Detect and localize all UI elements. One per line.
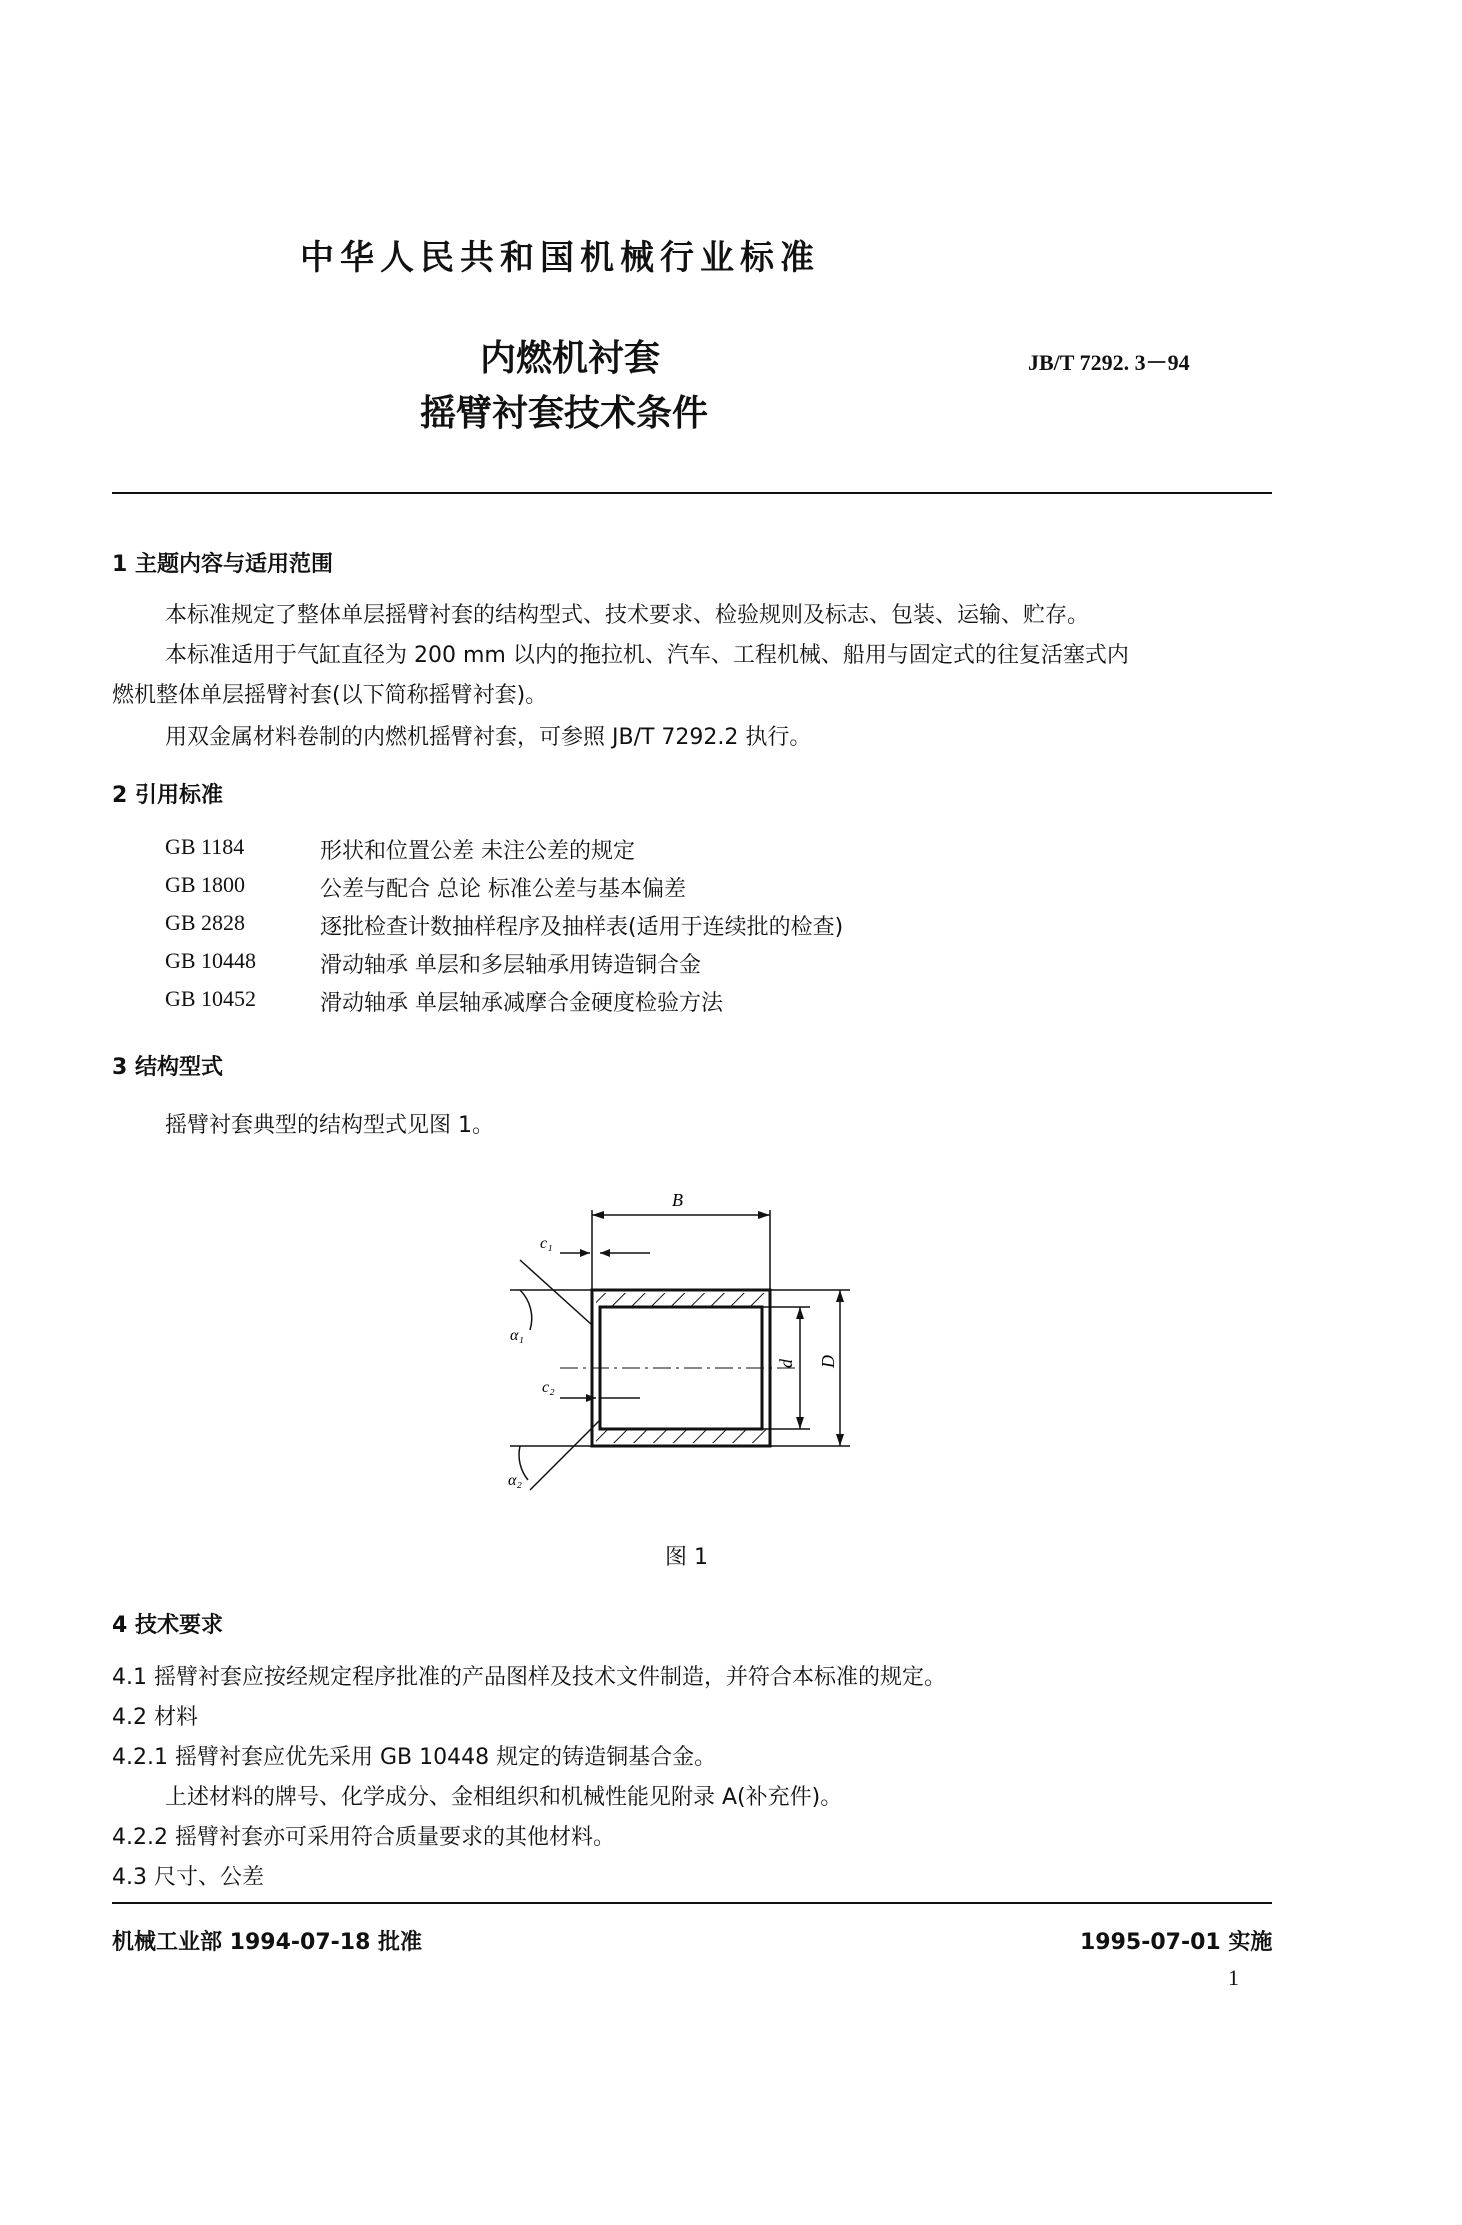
approval-date: 机械工业部 1994-07-18 批准 bbox=[112, 1930, 423, 1955]
section4-2-1-note: 上述材料的牌号、化学成分、金相组织和机械性能见附录 A(补充件)。 bbox=[165, 1785, 843, 1810]
dim-b-arrow-left bbox=[592, 1211, 604, 1219]
reference-code: GB 2828 bbox=[165, 910, 246, 935]
section1-paragraph1: 本标准规定了整体单层摇臂衬套的结构型式、技术要求、检验规则及标志、包装、运输、贮存。 bbox=[165, 603, 1090, 628]
header-divider bbox=[112, 492, 1272, 494]
wall-bottom-hatch bbox=[596, 1429, 766, 1443]
dim-b-arrow-right bbox=[758, 1211, 770, 1219]
section1-paragraph2: 本标准适用于气缸直径为 200 mm 以内的拖拉机、汽车、工程机械、船用与固定式的往复活塞式内 bbox=[165, 643, 1129, 668]
reference-code: GB 1184 bbox=[165, 834, 245, 859]
section4-heading: 4 技术要求 bbox=[112, 1613, 223, 1638]
section4-3: 4.3 尺寸、公差 bbox=[112, 1865, 264, 1890]
reference-title: 公差与配合 总论 标准公差与基本偏差 bbox=[320, 877, 686, 902]
reference-title: 滑动轴承 单层轴承减摩合金硬度检验方法 bbox=[320, 991, 723, 1016]
section1-heading: 1 主题内容与适用范围 bbox=[112, 552, 333, 577]
label-a2: α₂ bbox=[508, 1472, 522, 1489]
label-d: d bbox=[776, 1359, 796, 1368]
dim-c1-arrow-left bbox=[580, 1249, 590, 1257]
bushing-figure bbox=[500, 1180, 940, 1500]
reference-code: GB 10452 bbox=[165, 986, 257, 1011]
label-b: B bbox=[672, 1190, 683, 1210]
org-title: 中华人民共和国机械行业标准 bbox=[300, 238, 820, 278]
section3-paragraph: 摇臂衬套典型的结构型式见图 1。 bbox=[165, 1113, 494, 1138]
dim-D-arrow-top bbox=[836, 1290, 844, 1302]
label-c2: c₂ bbox=[542, 1379, 555, 1396]
section3-heading: 3 结构型式 bbox=[112, 1055, 223, 1080]
label-c1: c₁ bbox=[540, 1235, 553, 1252]
dim-a1-chamfer-line bbox=[520, 1260, 592, 1325]
reference-title: 形状和位置公差 未注公差的规定 bbox=[320, 839, 635, 864]
dim-D-arrow-bottom bbox=[836, 1434, 844, 1446]
standard-title-line2: 摇臂衬套技术条件 bbox=[420, 393, 709, 434]
dim-a2-chamfer-line bbox=[530, 1420, 600, 1490]
standard-code: JB/T 7292. 3－94 bbox=[1028, 350, 1190, 375]
section4-2-2: 4.2.2 摇臂衬套亦可采用符合质量要求的其他材料。 bbox=[112, 1825, 615, 1850]
figure-caption: 图 1 bbox=[665, 1545, 708, 1570]
section4-1: 4.1 摇臂衬套应按经规定程序批准的产品图样及技术文件制造，并符合本标准的规定。 bbox=[112, 1665, 946, 1690]
reference-code: GB 1800 bbox=[165, 872, 246, 897]
reference-title: 滑动轴承 单层和多层轴承用铸造铜合金 bbox=[320, 953, 701, 978]
reference-code: GB 10448 bbox=[165, 948, 257, 973]
dim-c1-arrow-right bbox=[600, 1249, 610, 1257]
dim-d-arrow-bottom bbox=[796, 1417, 804, 1429]
dim-d-arrow-top bbox=[796, 1307, 804, 1319]
footer-divider bbox=[112, 1902, 1272, 1904]
section4-2: 4.2 材料 bbox=[112, 1705, 198, 1730]
dim-a1-arc bbox=[520, 1290, 532, 1330]
reference-title: 逐批检查计数抽样程序及抽样表(适用于连续批的检查) bbox=[320, 915, 844, 940]
wall-top-hatch bbox=[596, 1293, 766, 1307]
section4-2-1: 4.2.1 摇臂衬套应优先采用 GB 10448 规定的铸造铜基合金。 bbox=[112, 1745, 717, 1770]
page-number: 1 bbox=[1228, 1965, 1239, 1990]
label-a1: α₁ bbox=[510, 1327, 524, 1344]
section1-paragraph3: 用双金属材料卷制的内燃机摇臂衬套，可参照 JB/T 7292.2 执行。 bbox=[165, 725, 812, 750]
effective-date: 1995-07-01 实施 bbox=[1080, 1930, 1273, 1955]
section1-paragraph2-cont: 燃机整体单层摇臂衬套(以下简称摇臂衬套)。 bbox=[112, 683, 548, 708]
label-D: D bbox=[818, 1355, 838, 1368]
standard-title-line1: 内燃机衬套 bbox=[480, 338, 661, 379]
section2-heading: 2 引用标准 bbox=[112, 783, 223, 808]
